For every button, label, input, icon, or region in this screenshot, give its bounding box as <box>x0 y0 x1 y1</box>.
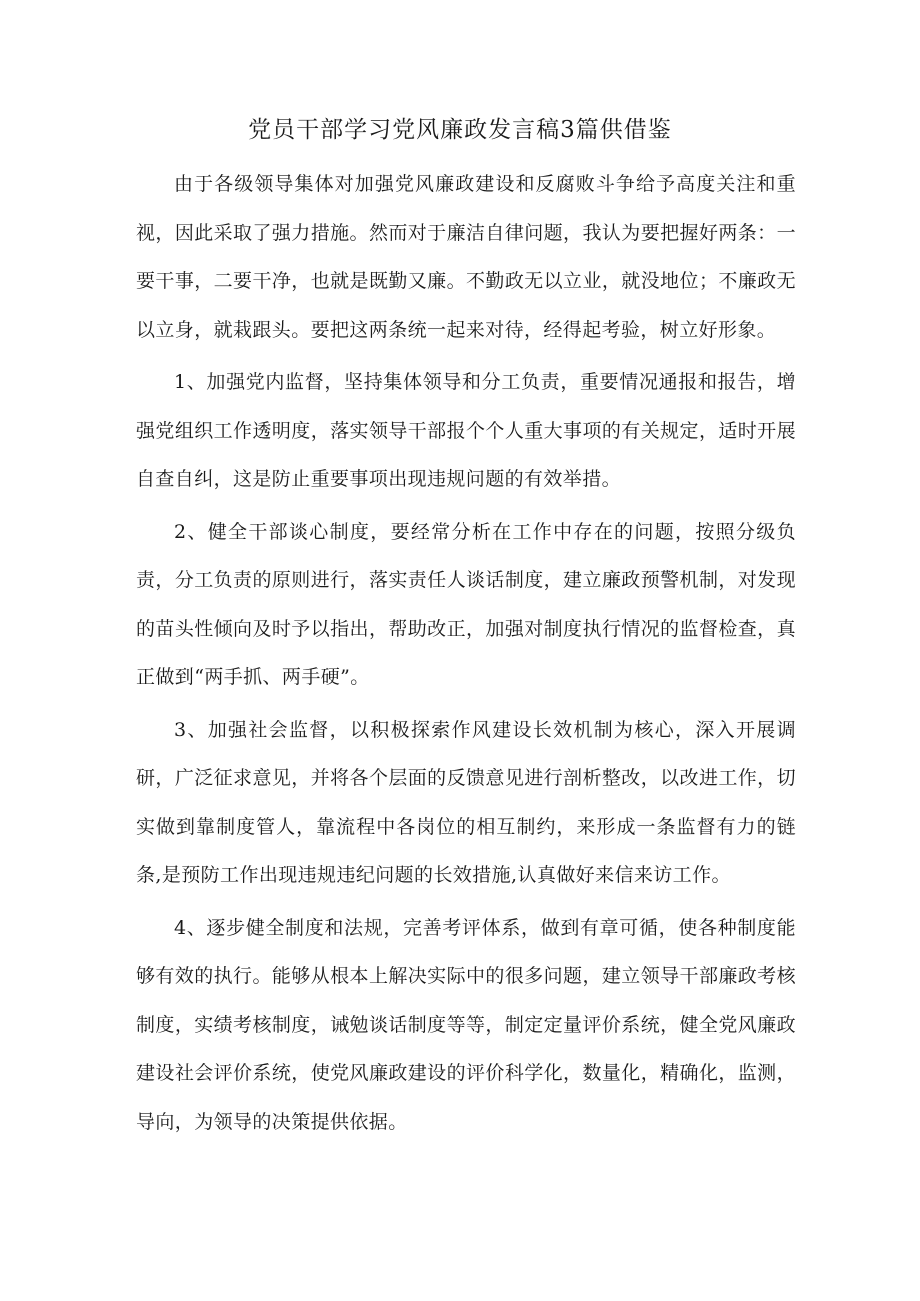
document-body <box>136 160 796 1150</box>
document-title: 党员干部学习党风廉政发言稿3篇供借鉴 <box>248 117 672 143</box>
paragraph-intro: 由于各级领导集体对加强党风廉政建设和反腐败斗争给予高度关注和重视，因此采取了强力措施。然而对于廉洁自律问题，我认为要把握好两条：一要干事，二要干净，也就是既勤又廉。不勤政无以立业，就没地位；不廉政无以立身，就栽跟头。要把这两条统一起来对待，经得起考验，树立好形象。 <box>136 173 796 341</box>
paragraph-item-3: 3、加强社会监督，以积极探索作风建设长效机制为核心，深入开展调研，广泛征求意见，并将各个层面的反馈意见进行剖析整改，以改进工作，切实做到靠制度管人，靠流程中各岗位的相互制约，来形成一条监督有力的链条,是预防工作出现违规违纪问题的长效措施,认真做好来信来访工作。 <box>136 718 796 886</box>
paragraph-item-1: 1、加强党内监督，坚持集体领导和分工负责，重要情况通报和报告，增强党组织工作透明度，落实领导干部报个个人重大事项的有关规定，适时开展自查自纠，这是防止重要事项出现违规问题的有效举措。 <box>136 371 796 490</box>
paragraph-item-2: 2、健全干部谈心制度，要经常分析在工作中存在的问题，按照分级负责，分工负责的原则进行，落实责任人谈话制度，建立廉政预警机制，对发现的苗头性倾向及时予以指出，帮助改正，加强对制度执行情况的监督检查，真正做到“两手抓、两手硬”。 <box>136 520 796 688</box>
paragraph-item-4: 4、逐步健全制度和法规，完善考评体系，做到有章可循，使各种制度能够有效的执行。能够从根本上解决实际中的很多问题，建立领导干部廉政考核制度，实绩考核制度，诫勉谈话制度等等，制定定量评价系统，健全党风廉政建设社会评价系统，使党风廉政建设的评价科学化，数量化，精确化，监测，导向，为领导的决策提供依据。 <box>136 916 796 1133</box>
